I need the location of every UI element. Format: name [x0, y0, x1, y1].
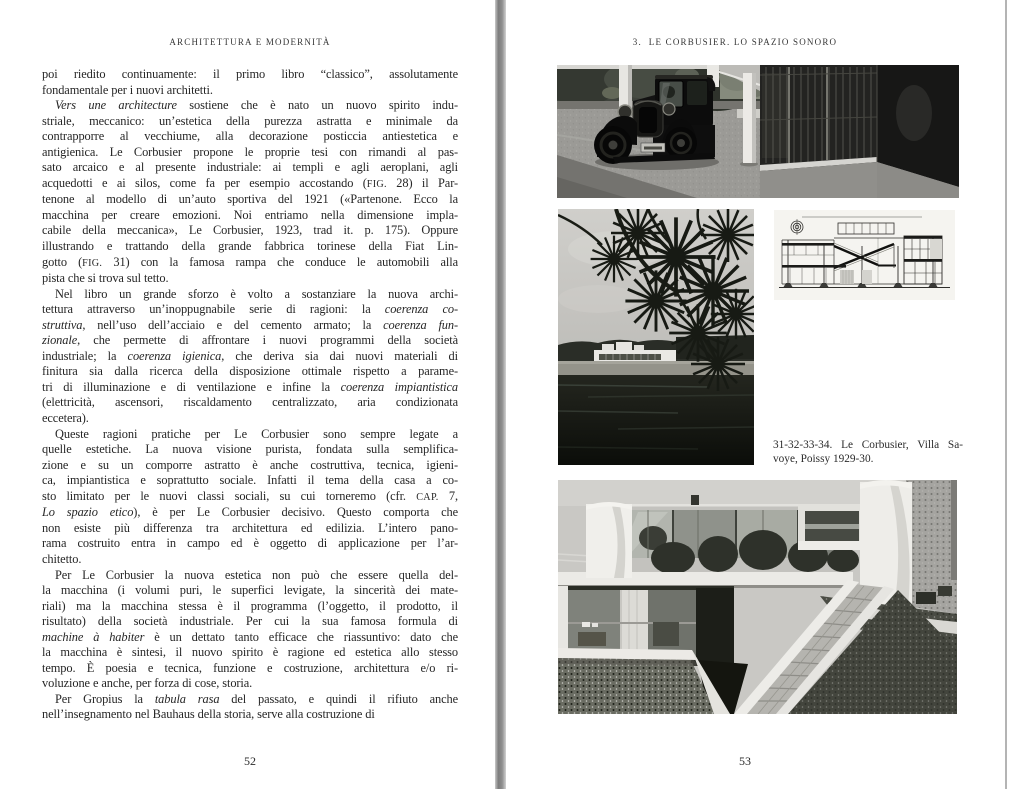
figure-car-photo [557, 65, 959, 198]
body-text [42, 67, 458, 723]
book-gutter-shadow [495, 0, 506, 789]
text-line: tempo. È poesia e tecnica, funzione e costruzione, architettura e/o ri- [42, 660, 458, 675]
caption-line: 31-32-33-34. Le Corbusier, Villa Sa- [773, 439, 963, 451]
figure-section-drawing [774, 210, 955, 300]
stair-cylinder [586, 502, 632, 578]
text-line: contrapporre al vecchiume, alla decorazione posticcia antiestetica e [42, 129, 458, 144]
page-edge-line [1005, 0, 1007, 789]
text-line: gotto (FIG. 31) con la famosa rampa che conduce le automobili alla [42, 254, 458, 269]
text-line: tri di illuminazione e di ventilazione e infine la coerenza impiantistica [42, 379, 459, 394]
running-header-right: 3. LE CORBUSIER. LO SPAZIO SONORO [632, 37, 838, 47]
text-line: Per Gropius la tabula rasa del passato, e quindi il rifiuto anche [55, 691, 459, 706]
meadow-photo-illustration [558, 209, 754, 465]
text-line: la macchina (i volumi puri, le superfici levigate, la sincerità dei mate- [42, 583, 458, 598]
text-line: Per Le Corbusier la nuova estetica non può che essere quella del- [55, 567, 458, 582]
page-number-left: 52 [244, 754, 256, 768]
caption-line: voye, Poissy 1929-30. [773, 453, 874, 465]
text-line: poi riedito continuamente: il primo libro “classico”, assolutamente [42, 67, 458, 81]
figure-terrace-photo [558, 480, 957, 714]
text-line: non esiste più differenza tra architettura ed edilizia. L’intero pano- [42, 520, 458, 535]
text-line: Lo spazio etico), è per Le Corbusier decisivo. Questo comporta che [42, 505, 458, 520]
car-photo-illustration [557, 65, 959, 198]
text-line: sto limitato per le nuovi classi sociali, su cui torneremo (cfr. CAP. 7, [42, 488, 459, 503]
text-line: voluzione e anche, per forza di cose, storia. [42, 676, 253, 691]
text-line: struttiva, nell’uso dell’acciaio e del cemento armato; la coerenza fun- [42, 317, 458, 332]
text-line: zionale, che permette di affrontare i nuovi programmi della società [42, 333, 458, 348]
text-line: eccetera). [42, 411, 89, 426]
text-line: quelle estetiche. La nuova visione purista, fondata sulla semplifica- [42, 442, 458, 457]
text-line: Vers une architecture sostiene che è nato un nuovo spirito indu- [55, 98, 458, 113]
text-line: Nel libro un grande sforzo è volto a sostanziare la nuova archi- [55, 286, 458, 301]
text-line: tenone al modello di un’auto sportiva del 1921 («Partenone. Ecco la [42, 192, 458, 207]
text-line: fondamentale per i nuovi architetti. [42, 82, 213, 97]
text-line: machine à habiter è un dettato tanto efficace che riassuntivo: dato che [42, 629, 458, 644]
text-line: ca, impiantistica e soprattutto sociale. Infatti il tema della casa a co- [42, 473, 458, 488]
text-line: risultato) della società industriale. Per cui la sua famosa formula di [42, 614, 458, 629]
text-line: macchina per creare emozioni. Noi entriamo nella dimensione impla- [42, 207, 458, 222]
section-drawing-illustration [774, 210, 955, 300]
text-line: sato arcaico e al presente industriale: ai templi e agli aeroplani, agli [42, 160, 458, 175]
text-line: chitetto. [42, 551, 82, 566]
text-line: antigienica. Le Corbusier propone le proprie tesi con rimandi al pas- [42, 144, 458, 159]
text-line: zione e su un comporre astratto è anche costruttiva, tecnica, igieni- [42, 457, 458, 472]
text-line: Queste ragioni pratiche per Le Corbusier sono sempre legate a [55, 426, 458, 441]
text-line: la macchina è sintesi, il nuovo spirito è ragione ed estetica allo stesso [42, 645, 458, 660]
text-line: (elettricità, ascensori, riscaldamento centralizzato, aria condizionata [42, 395, 458, 410]
text-line: illustrando e trattando della grande fabbrica torinese della Fiat Lin- [42, 239, 458, 254]
text-line: finitura sia dalla ricerca della disposizione ottimale rispetto a parame- [42, 364, 458, 379]
text-line: tettura attraverso un’inoppugnabile serie di ragioni: la coerenza co- [42, 302, 458, 317]
text-line: cabile della meccanica», Le Corbusier, 1923, trad it. p. 175). Oppure [42, 223, 458, 238]
text-line: striale, meccanico: un’estetica della purezza astratta e minimale da [42, 113, 458, 128]
page-number-right: 53 [739, 754, 751, 768]
text-line: rama costruito entra in campo ed è oggetto di applicazione per l’ar- [42, 536, 458, 551]
terrace-photo-illustration [558, 480, 957, 714]
text-line: nell’insegnamento nel Bauhaus della storia, serve alla costruzione di [42, 707, 375, 722]
text-line: riali) ma la macchina stessa è il programma (l’oggetto, il prodotto, il [42, 598, 458, 613]
figure-meadow-photo [558, 209, 754, 465]
figure-caption [773, 438, 963, 466]
running-header-left: ARCHITETTURA E MODERNITÀ [169, 37, 331, 47]
text-line: pista che si trova sul tetto. [42, 271, 169, 286]
text-line: acquedotti e ai silos, come fa per esempio accostando (FIG. 28) il Par- [42, 175, 458, 190]
text-line: industriale; la coerenza igienica, che deriva sia dai nuovi materiali di [42, 348, 458, 363]
